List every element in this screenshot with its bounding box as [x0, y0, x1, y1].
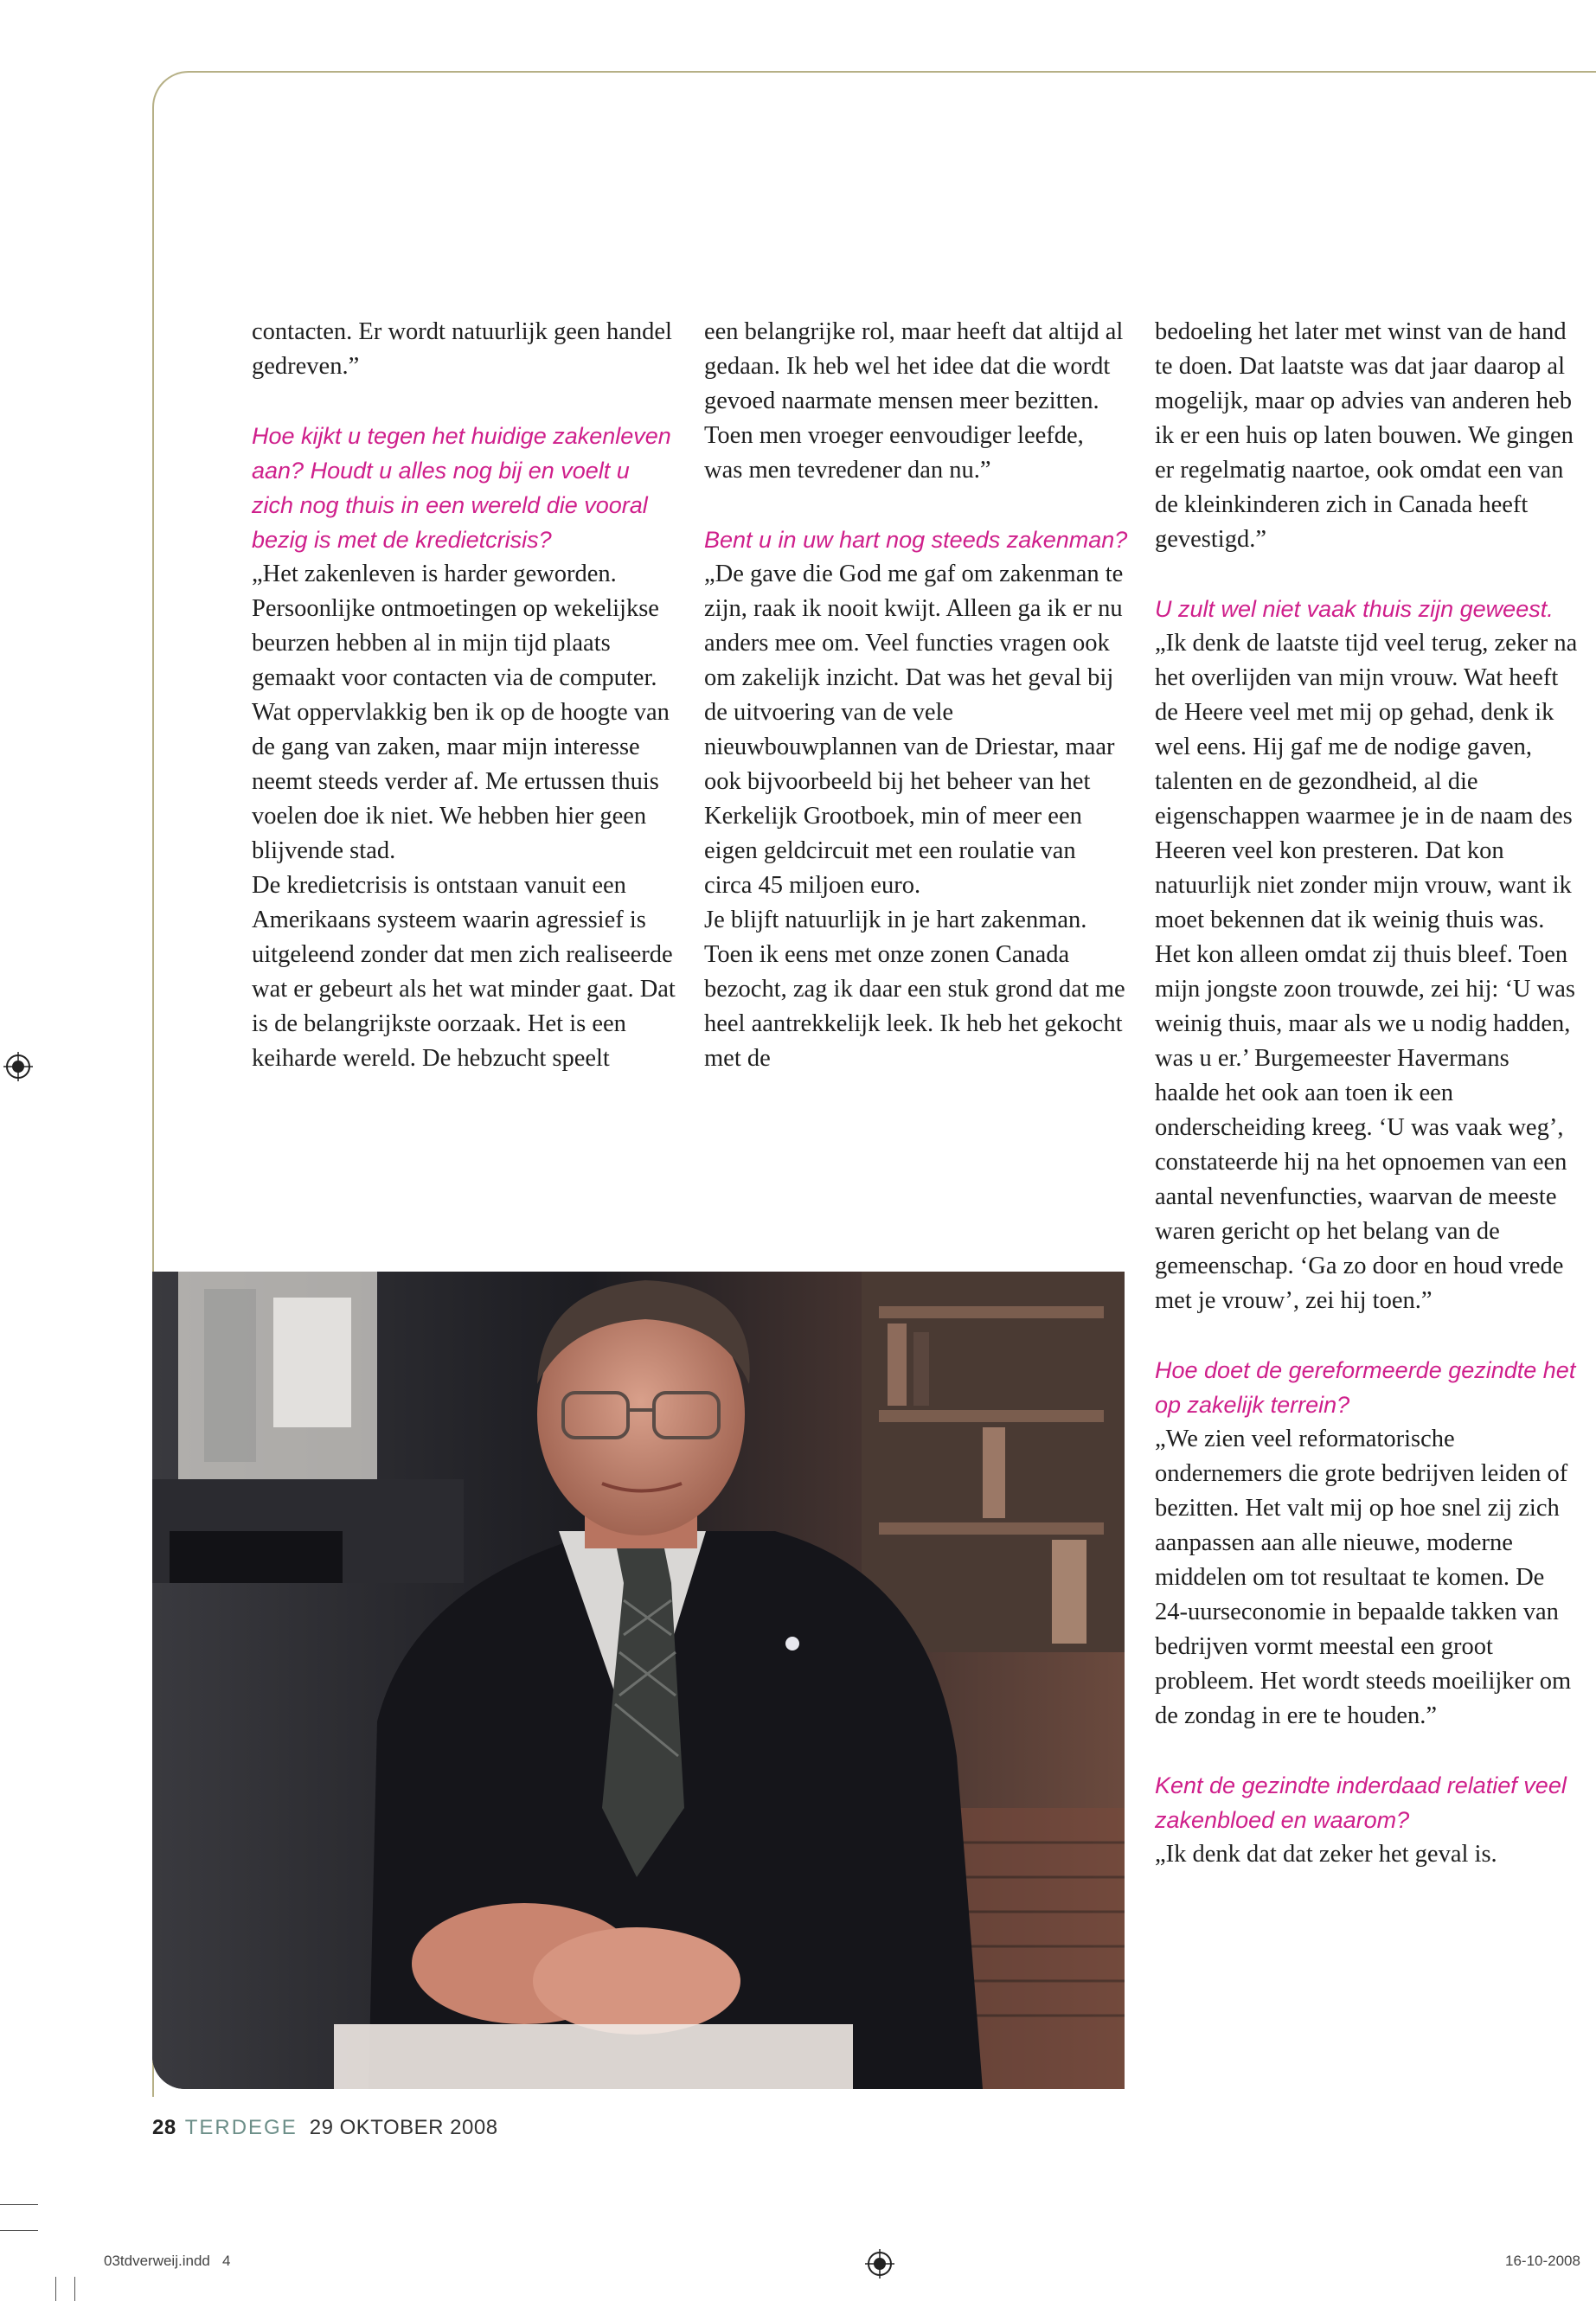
page-number: 28	[152, 2116, 176, 2139]
registration-mark-icon	[3, 1052, 33, 1081]
article-paragraph: Je blijft natuurlijk in je hart zakenman. Toen ik eens met onze zonen Canada bezocht, zag ik daar een stuk grond dat me heel aantrekkelijk leek. Ik heb het gekocht met de	[704, 907, 1125, 1072]
text-column-1	[252, 315, 676, 1076]
issue-date: 29 OKTOBER 2008	[309, 2116, 498, 2139]
article-paragraph: De kredietcrisis is ontstaan vanuit een Amerikaans systeem waarin agressief is uitgeleend zonder dat men zich realiseerde wat er gebeurt als het wat minder gaat. Dat is de belangrijkste oorzaak. Het is een keiharde wereld. De hebzucht speelt	[252, 872, 676, 1072]
paragraph-gap	[252, 384, 676, 419]
article-paragraph: contacten. Er wordt natuurlijk geen handel gedreven.”	[252, 318, 672, 380]
slug-print-date: 16-10-2008	[1505, 2253, 1580, 2269]
article-paragraph: „We zien veel reformatorische ondernemers die grote bedrijven leiden of bezitten. Het valt mij op hoe snel zij zich aanpassen aan alle nieuwe, moderne middelen om tot resultaat te komen. De 24-uurseconomie in bepaalde takken van bedrijven vormt meestal een groot probleem. Het wordt steeds moeilijker om de zondag in ere te houden.”	[1155, 1426, 1572, 1729]
interview-question: Bent u in uw hart nog steeds zakenman?	[704, 527, 1128, 553]
paragraph-gap	[1155, 1318, 1579, 1353]
text-column-3	[1155, 315, 1579, 1872]
paragraph-gap	[704, 488, 1128, 522]
text-column-2	[704, 315, 1128, 1076]
crop-mark	[0, 2204, 38, 2205]
article-paragraph: „Ik denk dat dat zeker het geval is.	[1155, 1841, 1497, 1868]
article-paragraph: „De gave die God me gaf om zakenman te zijn, raak ik nooit kwijt. Alleen ga ik er nu anders mee om. Veel functies vragen ook om zakelijk inzicht. Dat was het geval bij de uitvoering van de vele nieuwbouwplannen van de Driestar, maar ook bijvoorbeeld bij het beheer van het Kerkelijk Grootboek, min of meer een eigen geldcircuit met een roulatie van circa 45 miljoen euro.	[704, 561, 1124, 899]
registration-mark-icon	[865, 2249, 894, 2279]
page-footer	[152, 2116, 498, 2140]
crop-mark	[74, 2277, 75, 2301]
article-paragraph: bedoeling het later met winst van de hand te doen. Dat laatste was dat jaar daarop al mogelijk, maar op advies van anderen heb ik er een huis op laten bouwen. We gingen er regelmatig naartoe, ook omdat een van de kleinkinderen zich in Canada heeft gevestigd.”	[1155, 318, 1574, 553]
article-paragraph: een belangrijke rol, maar heeft dat altijd al gedaan. Ik heb wel het idee dat die wordt gevoed naarmate mensen meer bezitten. Toen men vroeger eenvoudiger leefde, was men tevredener dan nu.”	[704, 318, 1124, 484]
interview-question: Kent de gezindte inderdaad relatief veel zakenbloed en waarom?	[1155, 1772, 1567, 1833]
crop-mark	[55, 2277, 56, 2301]
paragraph-gap	[1155, 1734, 1579, 1768]
magazine-name: TERDEGE	[184, 2116, 298, 2139]
interview-question: Hoe doet de gereformeerde gezindte het op zakelijk terrein?	[1155, 1357, 1576, 1418]
article-paragraph: „Ik denk de laatste tijd veel terug, zeker na het overlijden van mijn vrouw. Wat heeft de Heere veel met mij op gehad, denk ik wel eens. Hij gaf me de nodige gaven, talenten en de gezondheid, al die eigenschappen waarmee je in de naam des Heeren veel kon presteren. Dat kon natuurlijk niet zonder mijn vrouw, want ik moet bekennen dat ik weinig thuis was. Het kon alleen omdat zij thuis bleef. Toen mijn jongste zoon trouwde, zei hij: ‘U was weinig thuis, maar als we u nodig hadden, was u er.’ Burgemeester Havermans haalde het ook aan toen ik een onderscheiding kreeg. ‘U was vaak weg’, constateerde hij na het opnoemen van een aantal nevenfuncties, waarvan de meeste waren gericht op het belang van de gemeenschap. ‘Ga zo door en houd vrede met je vrouw’, zei hij toen.”	[1155, 630, 1578, 1314]
slug-filename: 03tdverweij.indd 4	[104, 2253, 231, 2269]
interview-question: Hoe kijkt u tegen het huidige zakenleven aan? Houdt u alles nog bij en voelt u zich nog thuis in een wereld die vooral bezig is met de kredietcrisis?	[252, 423, 671, 553]
portrait-photo	[152, 1272, 1125, 2089]
interview-question: U zult wel niet vaak thuis zijn geweest.	[1155, 596, 1554, 622]
crop-mark	[0, 2230, 38, 2231]
article-paragraph: „Het zakenleven is harder geworden. Persoonlijke ontmoetingen op wekelijkse beurzen hebben al in mijn tijd plaats gemaakt voor contacten via de computer. Wat oppervlakkig ben ik op de hoogte van de gang van zaken, maar mijn interesse neemt steeds verder af. Me ertussen thuis voelen doe ik niet. We hebben hier geen blijvende stad.	[252, 561, 670, 864]
paragraph-gap	[1155, 557, 1579, 592]
